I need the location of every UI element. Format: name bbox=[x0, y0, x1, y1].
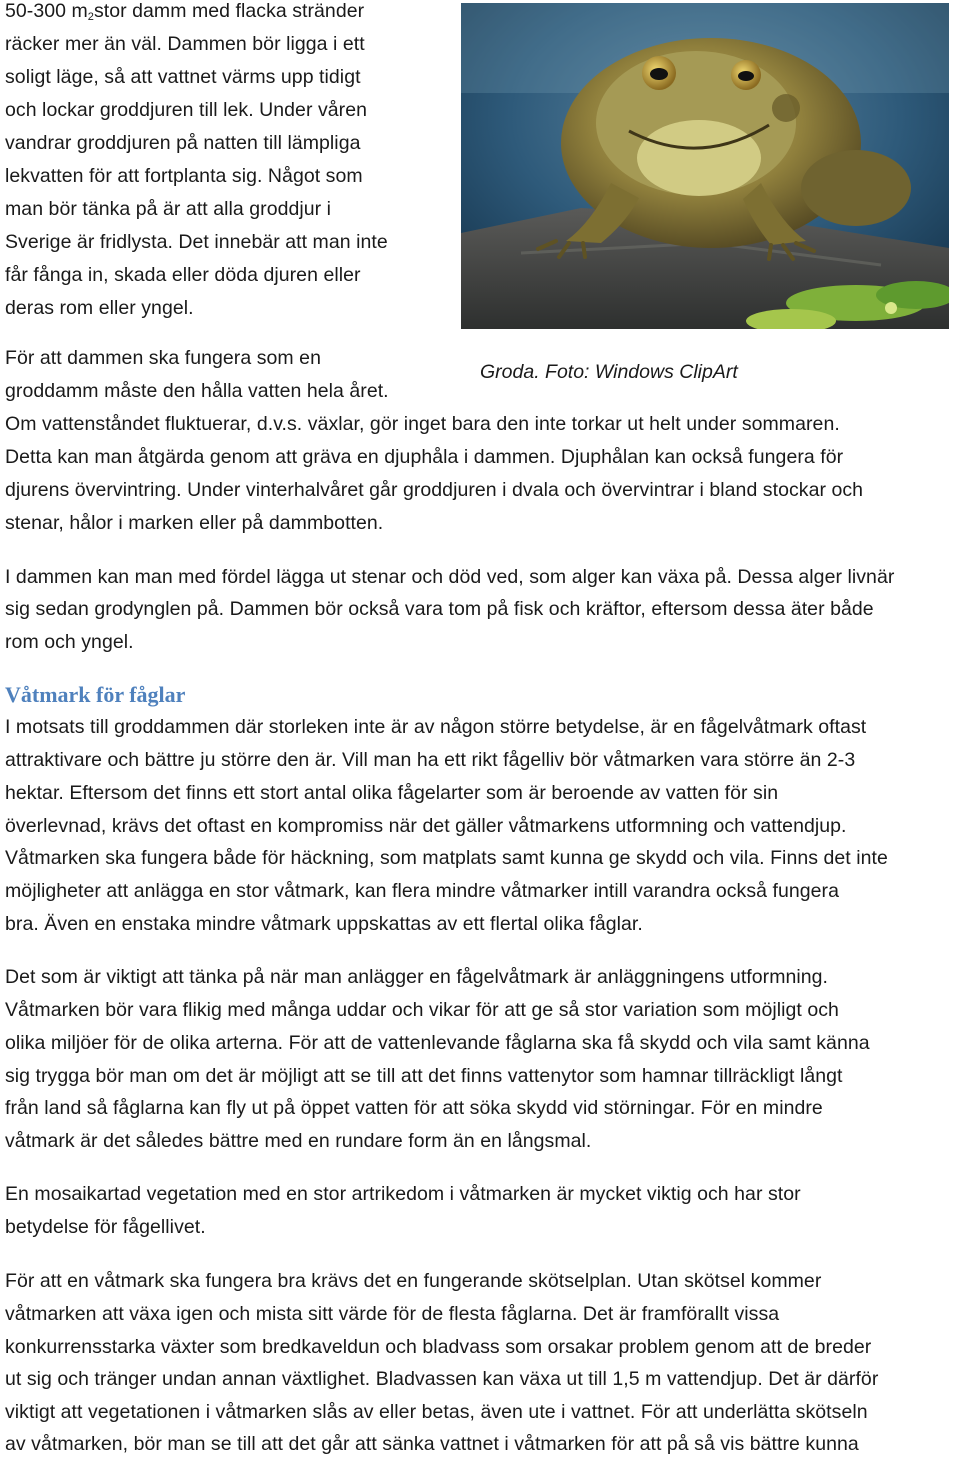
intro-line: räcker mer än väl. Dammen bör ligga i ett bbox=[5, 33, 365, 55]
paragraph-line: sig trygga bör man om det är möjligt att se till att det finns vattenytor som hamnar tillräckligt långt bbox=[5, 1065, 843, 1087]
paragraph-line: av våtmarken, bör man se till att det går att sänka vattnet i våtmarken för att på så vis bättre kunna bbox=[5, 1433, 859, 1455]
paragraph-line: överlevnad, krävs det oftast en kompromiss när det gäller våtmarkens utformning och vattendjup. bbox=[5, 815, 847, 837]
area-superscript: 2 bbox=[87, 11, 94, 23]
frog-photo bbox=[461, 3, 949, 329]
paragraph-line: sig sedan grodynglen på. Dammen bör också vara tom på fisk och kräftor, eftersom dessa äter både bbox=[5, 598, 874, 620]
intro-line: vandrar groddjuren på natten till lämpliga bbox=[5, 132, 361, 154]
intro-line: soligt läge, så att vattnet värms upp tidigt bbox=[5, 66, 361, 88]
photo-caption: Groda. Foto: Windows ClipArt bbox=[480, 361, 738, 383]
paragraph-line: attraktivare och bättre ju större den är. Vill man ha ett rikt fågelliv bör våtmarken vara större än 2-3 bbox=[5, 749, 856, 771]
intro-line: man bör tänka på är att alla groddjur i bbox=[5, 198, 332, 220]
paragraph-line: Detta kan man åtgärda genom att gräva en djuphåla i dammen. Djuphålan kan också fungera för bbox=[5, 446, 844, 468]
paragraph-line: rom och yngel. bbox=[5, 631, 134, 653]
intro-line: deras rom eller yngel. bbox=[5, 297, 194, 319]
paragraph-line: från land så fåglarna kan fly ut på öppet vatten för att söka skydd vid störningar. För en mindre bbox=[5, 1097, 823, 1119]
intro-line: och lockar groddjuren till lek. Under våren bbox=[5, 99, 367, 121]
paragraph-line: våtmarken att växa igen och mista sitt värde för de flesta fåglarna. Det är framförallt vissa bbox=[5, 1303, 780, 1325]
paragraph-line: I motsats till groddammen där storleken inte är av någon större betydelse, är en fågelvåtmark oftast bbox=[5, 716, 867, 738]
paragraph-line: I dammen kan man med fördel lägga ut stenar och död ved, som alger kan växa på. Dessa alger livnär bbox=[5, 566, 895, 588]
paragraph-line: viktigt att vegetationen i våtmarken slås av eller betas, även ute i vattnet. För att underlätta skötseln bbox=[5, 1401, 868, 1423]
paragraph-line: Det som är viktigt att tänka på när man anlägger en fågelvåtmark är anläggningens utformning. bbox=[5, 966, 829, 988]
paragraph-line: våtmark är det således bättre med en rundare form än en långsmal. bbox=[5, 1130, 592, 1152]
paragraph-line: För att en våtmark ska fungera bra krävs det en fungerande skötselplan. Utan skötsel kommer bbox=[5, 1270, 822, 1292]
intro-line: får fånga in, skada eller döda djuren eller bbox=[5, 264, 361, 286]
intro-line: Sverige är fridlysta. Det innebär att man inte bbox=[5, 231, 388, 253]
paragraph-line: betydelse för fågellivet. bbox=[5, 1216, 206, 1238]
paragraph-line: bra. Även en enstaka mindre våtmark uppskattas av ett flertal olika fåglar. bbox=[5, 913, 643, 935]
paragraph-line: groddamm måste den hålla vatten hela året. bbox=[5, 380, 389, 402]
paragraph-line: För att dammen ska fungera som en bbox=[5, 347, 321, 369]
section-heading: Våtmark för fåglar bbox=[5, 682, 186, 707]
paragraph-line: ut sig och tränger undan annan växtlighet. Bladvassen kan växa ut till 1,5 m vattendjup. Det är därför bbox=[5, 1368, 879, 1390]
paragraph-line: olika miljöer för de olika arterna. För att de vattenlevande fåglarna ska få skydd och vila samt känna bbox=[5, 1032, 870, 1054]
paragraph-line: Våtmarken bör vara flikig med många uddar och vikar för att ge så stor variation som möjligt och bbox=[5, 999, 839, 1021]
intro-line bbox=[5, 0, 364, 28]
paragraph-line: konkurrensstarka växter som bredkaveldun och bladvass som orsakar problem genom att de breder bbox=[5, 1336, 872, 1358]
area-suffix: stor damm med flacka stränder bbox=[93, 0, 365, 22]
paragraph-line: möjligheter att anlägga en stor våtmark, kan flera mindre våtmarker intill varandra också fungera bbox=[5, 880, 839, 902]
frog-photo-icon bbox=[461, 3, 949, 329]
paragraph-line: Om vattenståndet fluktuerar, d.v.s. växlar, gör inget bara den inte torkar ut helt under sommaren. bbox=[5, 413, 840, 435]
paragraph-line: Våtmarken ska fungera både för häckning, som matplats samt kunna ge skydd och vila. Finns det inte bbox=[5, 847, 888, 869]
intro-line: lekvatten för att fortplanta sig. Något som bbox=[5, 165, 363, 187]
paragraph-line: stenar, hålor i marken eller på dammbotten. bbox=[5, 512, 384, 534]
area-prefix: 50-300 m bbox=[5, 0, 88, 22]
paragraph-line: hektar. Eftersom det finns ett stort antal olika fågelarter som är beroende av vatten för sin bbox=[5, 782, 779, 804]
paragraph-line: djurens övervintring. Under vinterhalvåret går groddjuren i dvala och övervintrar i bland stockar och bbox=[5, 479, 864, 501]
paragraph-line: En mosaikartad vegetation med en stor artrikedom i våtmarken är mycket viktig och har stor bbox=[5, 1183, 801, 1205]
